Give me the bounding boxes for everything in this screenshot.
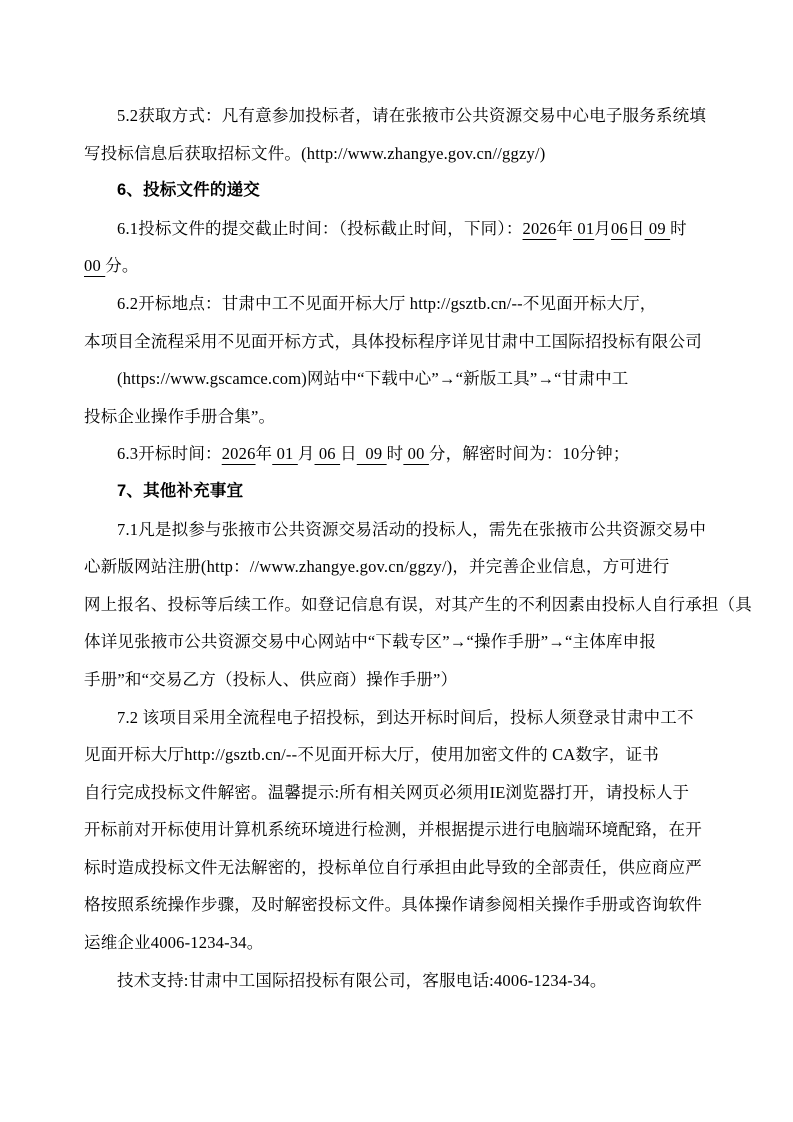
underlined-blank: 01	[272, 444, 298, 464]
para-7-2-line-7	[84, 924, 724, 962]
underlined-blank: 09	[644, 218, 671, 238]
para-6-2-line-3	[84, 360, 724, 398]
text-segment: 时	[670, 218, 687, 238]
text-segment: 本项目全流程采用不见面开标方式，具体投标程序详见甘肃中工国际招投标有限公司	[84, 331, 702, 351]
text-segment: 年	[556, 218, 574, 238]
underlined-blank: 01	[573, 218, 595, 238]
text-segment: 自行完成投标文件解密。温馨提示:所有相关网页必须用IE浏览器打开，请投标人于	[84, 782, 690, 802]
text-segment: 月	[297, 444, 315, 464]
underlined-blank: 2026	[522, 218, 557, 238]
para-6-1-line-2	[84, 247, 724, 285]
text-segment: 6.3开标时间：	[117, 444, 222, 464]
underlined-blank: 06	[314, 444, 341, 464]
para-6-3-line-1	[84, 435, 724, 473]
text-segment: 运维企业4006-1234-34。	[84, 933, 264, 953]
para-7-1-line-2	[84, 548, 724, 586]
heading-6	[84, 172, 724, 210]
para-5-2-line-2	[84, 135, 724, 173]
underlined-blank: 00	[403, 444, 429, 464]
para-5-2-line-1	[84, 97, 724, 135]
text-segment: 体详见张掖市公共资源交易中心网站中“下载专区”→“操作手册”→“主体库申报	[84, 632, 657, 652]
text-segment: 写投标信息后获取招标文件。(http://www.zhangye.gov.cn//ggzy/)	[84, 143, 546, 163]
document-body	[84, 97, 752, 999]
underlined-blank: 09	[356, 444, 387, 464]
text-segment: 日	[627, 218, 645, 238]
underlined-blank: 06	[610, 218, 628, 238]
text-segment: 6、投标文件的递交	[117, 181, 260, 200]
text-segment: 6.2开标地点：甘肃中工不见面开标大厅 http://gsztb.cn/--不见面开标大厅，	[117, 293, 657, 313]
text-segment: 手册”和“交易乙方（投标人、供应商）操作手册”）	[84, 669, 458, 689]
para-7-1-line-3	[84, 586, 752, 624]
text-segment: 网上报名、投标等后续工作。如登记信息有误，对其产生的不利因素由投标人自行承担（具	[84, 594, 752, 614]
text-segment: 技术支持:甘肃中工国际招投标有限公司，客服电话:4006-1234-34。	[117, 970, 607, 990]
text-segment: 7.2 该项目采用全流程电子招投标，到达开标时间后，投标人须登录甘肃中工不	[117, 707, 694, 727]
para-7-2-line-4	[84, 811, 724, 849]
text-segment: 6.1投标文件的提交截止时间：（投标截止时间，下同）：	[117, 218, 523, 238]
text-segment: 投标企业操作手册合集”。	[84, 406, 276, 426]
text-segment: 7、其他补充事宜	[117, 481, 244, 500]
para-7-2-line-3	[84, 774, 724, 812]
underlined-blank: 2026	[221, 444, 256, 464]
text-segment: 见面开标大厅http://gsztb.cn/--不见面开标大厅，使用加密文件的 CA数字，证书	[84, 745, 659, 765]
text-segment: 月	[594, 218, 611, 238]
para-6-2-line-2	[84, 323, 724, 361]
para-7-1-line-5	[84, 661, 724, 699]
underlined-blank: 00	[84, 256, 106, 276]
text-segment: 标时造成投标文件无法解密的，投标单位自行承担由此导致的全部责任，供应商应严	[84, 857, 702, 877]
para-7-2-line-1	[84, 699, 724, 737]
para-7-2-line-6	[84, 886, 724, 924]
text-segment: 时	[386, 444, 404, 464]
tech-support-line	[84, 962, 724, 1000]
heading-7	[84, 473, 724, 511]
para-6-2-line-4	[84, 398, 724, 436]
text-segment: 7.1凡是拟参与张掖市公共资源交易活动的投标人，需先在张掖市公共资源交易中	[117, 519, 707, 539]
text-segment: 日	[340, 444, 357, 464]
text-segment: 格按照系统操作步骤，及时解密投标文件。具体操作请参阅相关操作手册或咨询软件	[84, 895, 702, 915]
para-6-2-line-1	[84, 285, 724, 323]
text-segment: 分。	[105, 256, 139, 276]
para-7-2-line-5	[84, 849, 724, 887]
para-7-1-line-4	[84, 623, 724, 661]
text-segment: 5.2获取方式：凡有意参加投标者，请在张掖市公共资源交易中心电子服务系统填	[117, 106, 707, 125]
text-segment: (https://www.gscamce.com)网站中“下载中心”→“新版工具”→“甘肃中工	[117, 369, 629, 389]
para-6-1-line-1	[84, 210, 724, 248]
text-segment: 开标前对开标使用计算机系统环境进行检测，并根据提示进行电脑端环境配臵，在开	[84, 820, 702, 840]
text-segment: 分，解密时间为：10分钟；	[428, 444, 630, 464]
para-7-2-line-2	[84, 736, 724, 774]
text-segment: 年	[255, 444, 273, 464]
para-7-1-line-1	[84, 511, 724, 549]
text-segment: 心新版网站注册(http：//www.zhangye.gov.cn/ggzy/)，并完善企业信息，方可进行	[84, 557, 670, 577]
